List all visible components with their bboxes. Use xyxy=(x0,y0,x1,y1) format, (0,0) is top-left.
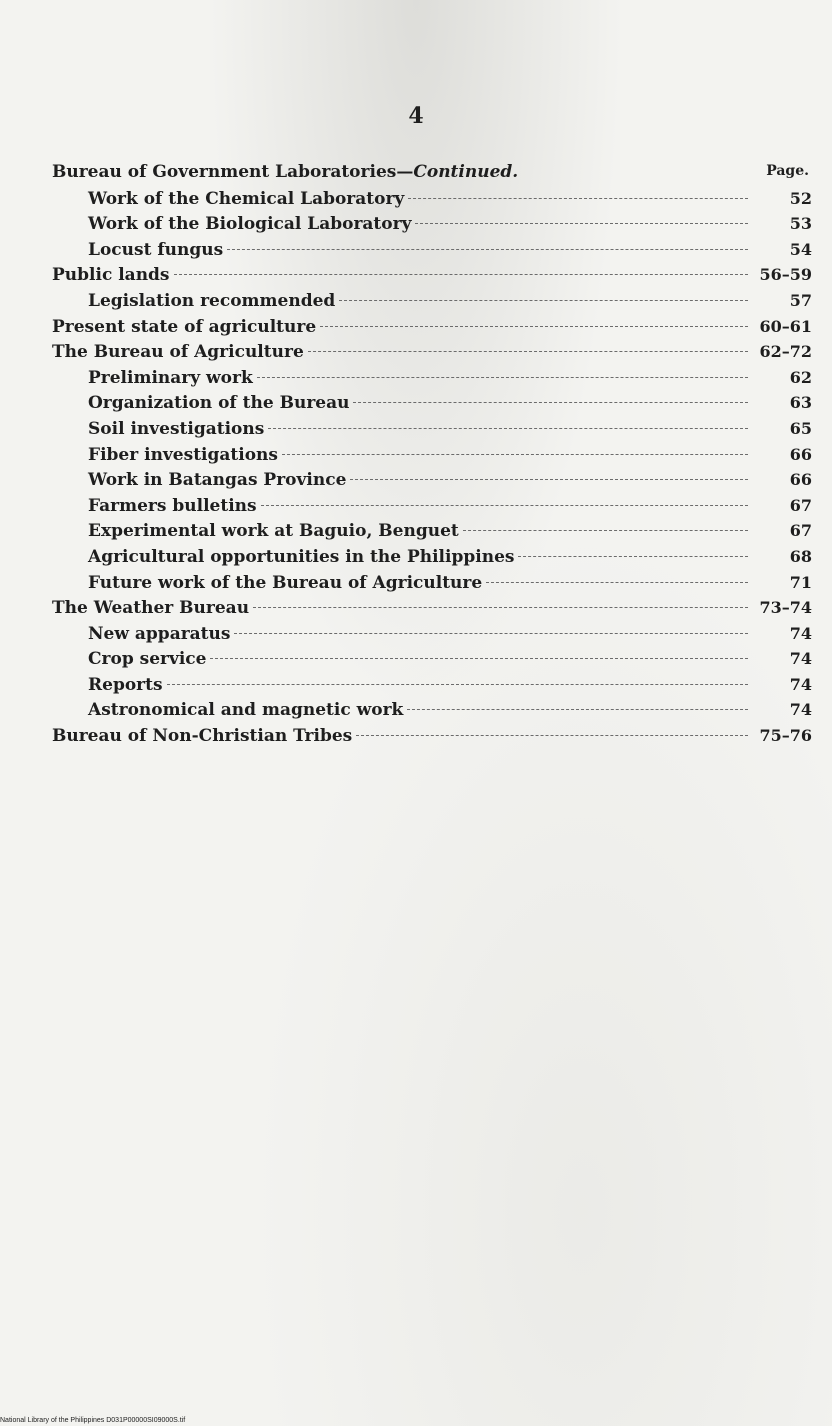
toc-entry xyxy=(52,544,812,570)
dot-leader xyxy=(261,505,748,506)
toc-entry-label: The Bureau of Agriculture xyxy=(52,342,304,363)
toc-entry-label: Work in Batangas Province xyxy=(88,470,347,491)
toc-entry xyxy=(52,186,812,212)
toc-entry-page: 52 xyxy=(789,188,812,208)
toc-entry-label: Reports xyxy=(88,674,163,695)
toc-entry-page: 54 xyxy=(789,239,812,259)
toc-entry-label: Preliminary work xyxy=(88,367,253,388)
toc-heading-label xyxy=(52,160,518,186)
toc-entry-page: 68 xyxy=(789,546,812,566)
toc-entry-page: 66 xyxy=(789,470,812,490)
toc-entry-label: Legislation recommended xyxy=(88,290,336,311)
dot-leader xyxy=(253,607,748,608)
toc-entry xyxy=(52,518,812,544)
toc-entry-label: Public lands xyxy=(52,265,170,286)
toc-entry-label: Astronomical and magnetic work xyxy=(88,700,404,721)
toc-entry-label: Bureau of Non-Christian Tribes xyxy=(52,726,353,747)
toc-entry-label: Present state of agriculture xyxy=(52,316,317,337)
toc-entry xyxy=(52,237,812,263)
toc-entry xyxy=(52,416,812,442)
toc-entry-page: 60–61 xyxy=(759,316,812,336)
table-of-contents xyxy=(52,160,812,749)
toc-entry xyxy=(52,697,812,723)
dot-leader xyxy=(415,223,748,224)
toc-entry-label: New apparatus xyxy=(88,623,231,644)
toc-entry xyxy=(52,262,812,288)
toc-entry xyxy=(52,314,812,340)
toc-entry-label: Organization of the Bureau xyxy=(88,393,350,414)
toc-entry-label: Future work of the Bureau of Agriculture xyxy=(88,572,483,593)
dot-leader xyxy=(463,530,748,531)
toc-entry-page: 65 xyxy=(789,418,812,438)
toc-entry-page: 62 xyxy=(789,367,812,387)
dot-leader xyxy=(407,709,748,710)
toc-entry-label: Fiber investigations xyxy=(88,444,278,465)
toc-entry-page: 74 xyxy=(789,700,812,720)
toc-entry-page: 71 xyxy=(789,572,812,592)
dot-leader xyxy=(353,402,748,403)
toc-entry-page: 63 xyxy=(789,393,812,413)
toc-entry-page: 75–76 xyxy=(759,726,812,746)
toc-entry-page: 57 xyxy=(789,290,812,310)
dot-leader xyxy=(350,479,748,480)
toc-entry xyxy=(52,646,812,672)
dot-leader xyxy=(282,454,748,455)
toc-entry-label: Agricultural opportunities in the Philippines xyxy=(88,546,515,567)
dot-leader xyxy=(167,684,748,685)
toc-entry-label: Work of the Biological Laboratory xyxy=(88,214,412,235)
toc-entry xyxy=(52,621,812,647)
toc-entry-page: 67 xyxy=(789,521,812,541)
dot-leader xyxy=(356,735,748,736)
toc-entry-page: 73–74 xyxy=(759,598,812,618)
toc-entry-page: 56–59 xyxy=(759,265,812,285)
toc-entries xyxy=(52,186,812,749)
toc-entry-page: 74 xyxy=(789,649,812,669)
dot-leader xyxy=(174,274,748,275)
toc-entry-label: Locust fungus xyxy=(88,239,224,260)
dot-leader xyxy=(210,658,748,659)
toc-entry xyxy=(52,570,812,596)
toc-entry xyxy=(52,467,812,493)
dot-leader xyxy=(486,582,748,583)
toc-entry xyxy=(52,339,812,365)
toc-entry-page: 74 xyxy=(789,623,812,643)
toc-entry xyxy=(52,390,812,416)
toc-entry xyxy=(52,365,812,391)
toc-entry-label: Soil investigations xyxy=(88,418,265,439)
dot-leader xyxy=(227,249,748,250)
dot-leader xyxy=(268,428,748,429)
scan-footer: National Library of the Philippines D031P00000SI09000S.tif xyxy=(0,1417,186,1424)
toc-entry xyxy=(52,211,812,237)
toc-entry-label: Experimental work at Baguio, Benguet xyxy=(88,521,459,542)
dot-leader xyxy=(518,556,748,557)
toc-entry xyxy=(52,442,812,468)
toc-entry-label: Work of the Chemical Laboratory xyxy=(88,188,405,209)
dot-leader xyxy=(408,198,748,199)
toc-entry xyxy=(52,723,812,749)
dot-leader xyxy=(257,377,748,378)
dot-leader xyxy=(339,300,748,301)
toc-entry xyxy=(52,595,812,621)
toc-entry-label: Farmers bulletins xyxy=(88,495,257,516)
page-column-header: Page. xyxy=(766,163,809,179)
toc-section-heading xyxy=(52,160,812,186)
page-number: 4 xyxy=(408,103,424,129)
toc-entry xyxy=(52,672,812,698)
toc-entry-page: 67 xyxy=(789,495,812,515)
toc-entry-label: The Weather Bureau xyxy=(52,598,250,619)
toc-entry-page: 66 xyxy=(789,444,812,464)
toc-entry-page: 74 xyxy=(789,674,812,694)
toc-entry-page: 62–72 xyxy=(759,342,812,362)
toc-heading-continued: Continued. xyxy=(413,162,519,182)
toc-entry xyxy=(52,493,812,519)
dot-leader xyxy=(234,633,748,634)
toc-entry xyxy=(52,288,812,314)
toc-entry-page: 53 xyxy=(789,214,812,234)
dot-leader xyxy=(320,326,748,327)
toc-heading-text: Bureau of Government Laboratories— xyxy=(52,162,414,182)
dot-leader xyxy=(308,351,748,352)
toc-entry-label: Crop service xyxy=(88,649,207,670)
